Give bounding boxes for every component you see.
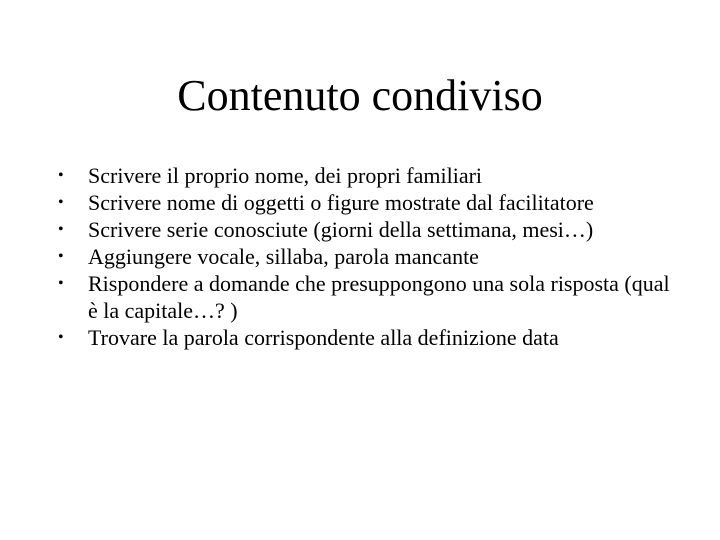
- bullet-icon: •: [58, 194, 64, 211]
- list-item: [58, 243, 678, 270]
- bullet-icon: •: [58, 248, 64, 265]
- list-item: [58, 216, 678, 243]
- bullet-icon: •: [58, 221, 64, 238]
- list-item-text: Scrivere serie conosciute (giorni della settimana, mesi…): [88, 217, 594, 242]
- list-item: [58, 162, 678, 189]
- list-item: [58, 270, 678, 324]
- slide-title: Contenuto condiviso: [177, 71, 543, 120]
- bullet-icon: •: [58, 329, 64, 346]
- list-item-text: Scrivere nome di oggetti o figure mostrate dal facilitatore: [88, 190, 594, 215]
- bullet-icon: •: [58, 167, 64, 184]
- list-item-text: Trovare la parola corrispondente alla definizione data: [88, 325, 559, 350]
- bullet-icon: •: [58, 275, 64, 292]
- list-item-text: Aggiungere vocale, sillaba, parola mancante: [88, 244, 479, 269]
- list-item: [58, 189, 678, 216]
- list-item-text: Scrivere il proprio nome, dei propri familiari: [88, 163, 483, 188]
- bullet-list: [58, 162, 678, 351]
- list-item: [58, 324, 678, 351]
- list-item-text: Rispondere a domande che presuppongono una sola risposta (qual è la capitale…? ): [88, 271, 670, 323]
